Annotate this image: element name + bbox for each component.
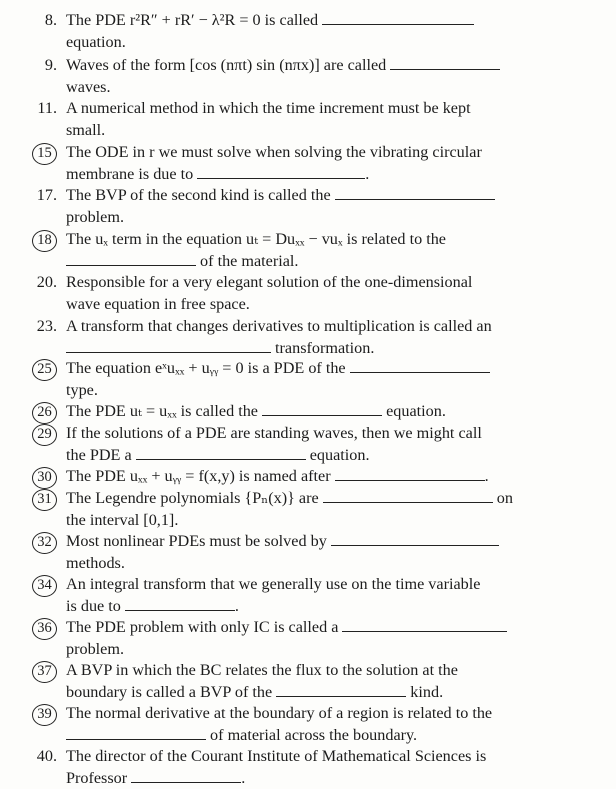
question-text-cont: equation.: [66, 33, 126, 51]
question-sheet: 8. The PDE r²R″ + rR′ − λ²R = 0 is called equation. 9. Waves of the form [cos (nπt) sin (nπx)] are called waves. 11. A numerical method in which the time increment must be kept small. 15 The ODE in r we must solve when solving the vibrating circular membrane is due to . 17. The BVP of the second kind is called the problem. 18 The uₓ term in the equation uₜ = Duₓₓ − vuₓ is related to the of the material. 20. Responsible for a very elegant solution of the one-dimensional wave equation in free space. 23. A transform that changes derivatives to multiplication is called an transformation. 25 The equation eˣuₓₓ + uᵧᵧ = 0 is a PDE of the type. 26 The PDE uₜ = uₓₓ is called the equation. 29 If the solutions of a PDE are standing waves, then we might call the PDE a equation. 30 The PDE uₓₓ + uᵧᵧ = f(x,y) is named after . 31 The Legendre polynomials {Pₙ(x)} are on the interval [0,1]. 32 Most nonlinear PDEs must be solved by methods. 34 An integral transform that we generally use on the time variable is due to . 36 The PDE problem with only IC is called a problem. 37 A BVP in which the BC relates the flux to the solution at the boundary is called a BVP of the kind. 39 The normal derivative at the boundary of a region is related to the of material across the boundary. 40. The director of the Courant Institute of Mathematical Sciences is Professor .: [0, 0, 616, 786]
question-number-circled: 31: [17, 488, 57, 511]
answer-blank[interactable]: [335, 466, 485, 481]
question-text: The PDE r²R″ + rR′ − λ²R = 0 is called: [66, 11, 319, 29]
question-text: The PDE uₓₓ + uᵧᵧ = f(x,y) is named after: [66, 467, 331, 485]
answer-blank[interactable]: [262, 401, 382, 416]
answer-blank[interactable]: [335, 185, 495, 200]
question-number-circled: 36: [17, 617, 57, 640]
question-text-cont: the interval [0,1].: [66, 511, 179, 529]
answer-blank[interactable]: [66, 725, 206, 740]
question-text: The uₓ term in the equation uₜ = Duₓₓ − vuₓ is related to the: [66, 230, 446, 248]
question-number-circled: 26: [17, 401, 57, 424]
answer-blank[interactable]: [66, 338, 271, 353]
question-text-cont: of material across the boundary.: [210, 726, 418, 744]
question-text-cont: methods.: [66, 554, 125, 572]
question-text: The BVP of the second kind is called the: [66, 186, 331, 204]
question-text: The PDE uₜ = uₓₓ is called the: [66, 402, 258, 420]
answer-blank[interactable]: [136, 445, 306, 460]
question-text: An integral transform that we generally use on the time variable: [66, 575, 481, 593]
question-text: The Legendre polynomials {Pₙ(x)} are: [66, 489, 319, 507]
question-text: The director of the Courant Institute of Mathematical Sciences is: [66, 747, 487, 765]
question-text: Most nonlinear PDEs must be solved by: [66, 532, 327, 550]
answer-blank[interactable]: [66, 251, 196, 266]
question-number: 8.: [44, 11, 57, 29]
answer-blank[interactable]: [322, 10, 474, 25]
question-text: A numerical method in which the time increment must be kept: [66, 99, 471, 117]
question-text-cont: small.: [66, 121, 106, 139]
answer-blank[interactable]: [197, 164, 365, 179]
question-text: If the solutions of a PDE are standing waves, then we might call: [66, 424, 482, 442]
question-text-cont: boundary is called a BVP of the: [66, 683, 273, 701]
question-number: 17.: [36, 186, 57, 204]
question-text-cont: waves.: [66, 78, 111, 96]
answer-blank[interactable]: [342, 617, 507, 632]
question-text: The ODE in r we must solve when solving the vibrating circular: [66, 143, 482, 161]
question-text-cont: type.: [66, 381, 98, 399]
question-text: The normal derivative at the boundary of a region is related to the: [66, 704, 493, 722]
question-text-cont: problem.: [66, 208, 124, 226]
question-number-circled: 25: [17, 358, 57, 381]
question-number: 23.: [36, 317, 57, 335]
question-number-circled: 32: [17, 531, 57, 554]
question-text: Responsible for a very elegant solution of the one-dimensional: [66, 273, 473, 291]
question-text-cont: wave equation in free space.: [66, 295, 250, 313]
question-number-circled: 39: [17, 703, 57, 726]
question-text-cont: is due to: [66, 597, 121, 615]
answer-blank[interactable]: [350, 358, 490, 373]
question-text: A BVP in which the BC relates the flux to the solution at the: [66, 661, 458, 679]
question-number-circled: 34: [17, 574, 57, 597]
answer-blank[interactable]: [131, 768, 241, 783]
question-text: The equation eˣuₓₓ + uᵧᵧ = 0 is a PDE of the: [66, 359, 346, 377]
answer-blank[interactable]: [323, 488, 493, 503]
question-text: The PDE problem with only IC is called a: [66, 618, 339, 636]
question-number: 20.: [36, 273, 57, 291]
question-number: 9.: [44, 56, 57, 74]
question-number-circled: 37: [17, 660, 57, 683]
answer-blank[interactable]: [331, 531, 499, 546]
question-text-cont: Professor: [66, 769, 128, 787]
question-text-cont: the PDE a: [66, 446, 132, 464]
question-text: A transform that changes derivatives to multiplication is called an: [66, 317, 492, 335]
answer-blank[interactable]: [390, 55, 500, 70]
question-number-circled: 18: [17, 229, 57, 252]
question-text-cont: membrane is due to: [66, 165, 194, 183]
answer-blank[interactable]: [125, 596, 235, 611]
question-number-circled: 29: [17, 423, 57, 446]
question-number-circled: 30: [17, 466, 57, 489]
question-text-cont: of the material.: [200, 252, 299, 270]
question-text-cont: problem.: [66, 640, 124, 658]
question-number: 40.: [36, 747, 57, 765]
question-number: 11.: [37, 99, 57, 117]
question-text: Waves of the form [cos (nπt) sin (nπx)] are called: [66, 56, 387, 74]
answer-blank[interactable]: [276, 682, 406, 697]
question-number-circled: 15: [17, 142, 57, 165]
question-text-cont: transformation.: [275, 339, 375, 357]
